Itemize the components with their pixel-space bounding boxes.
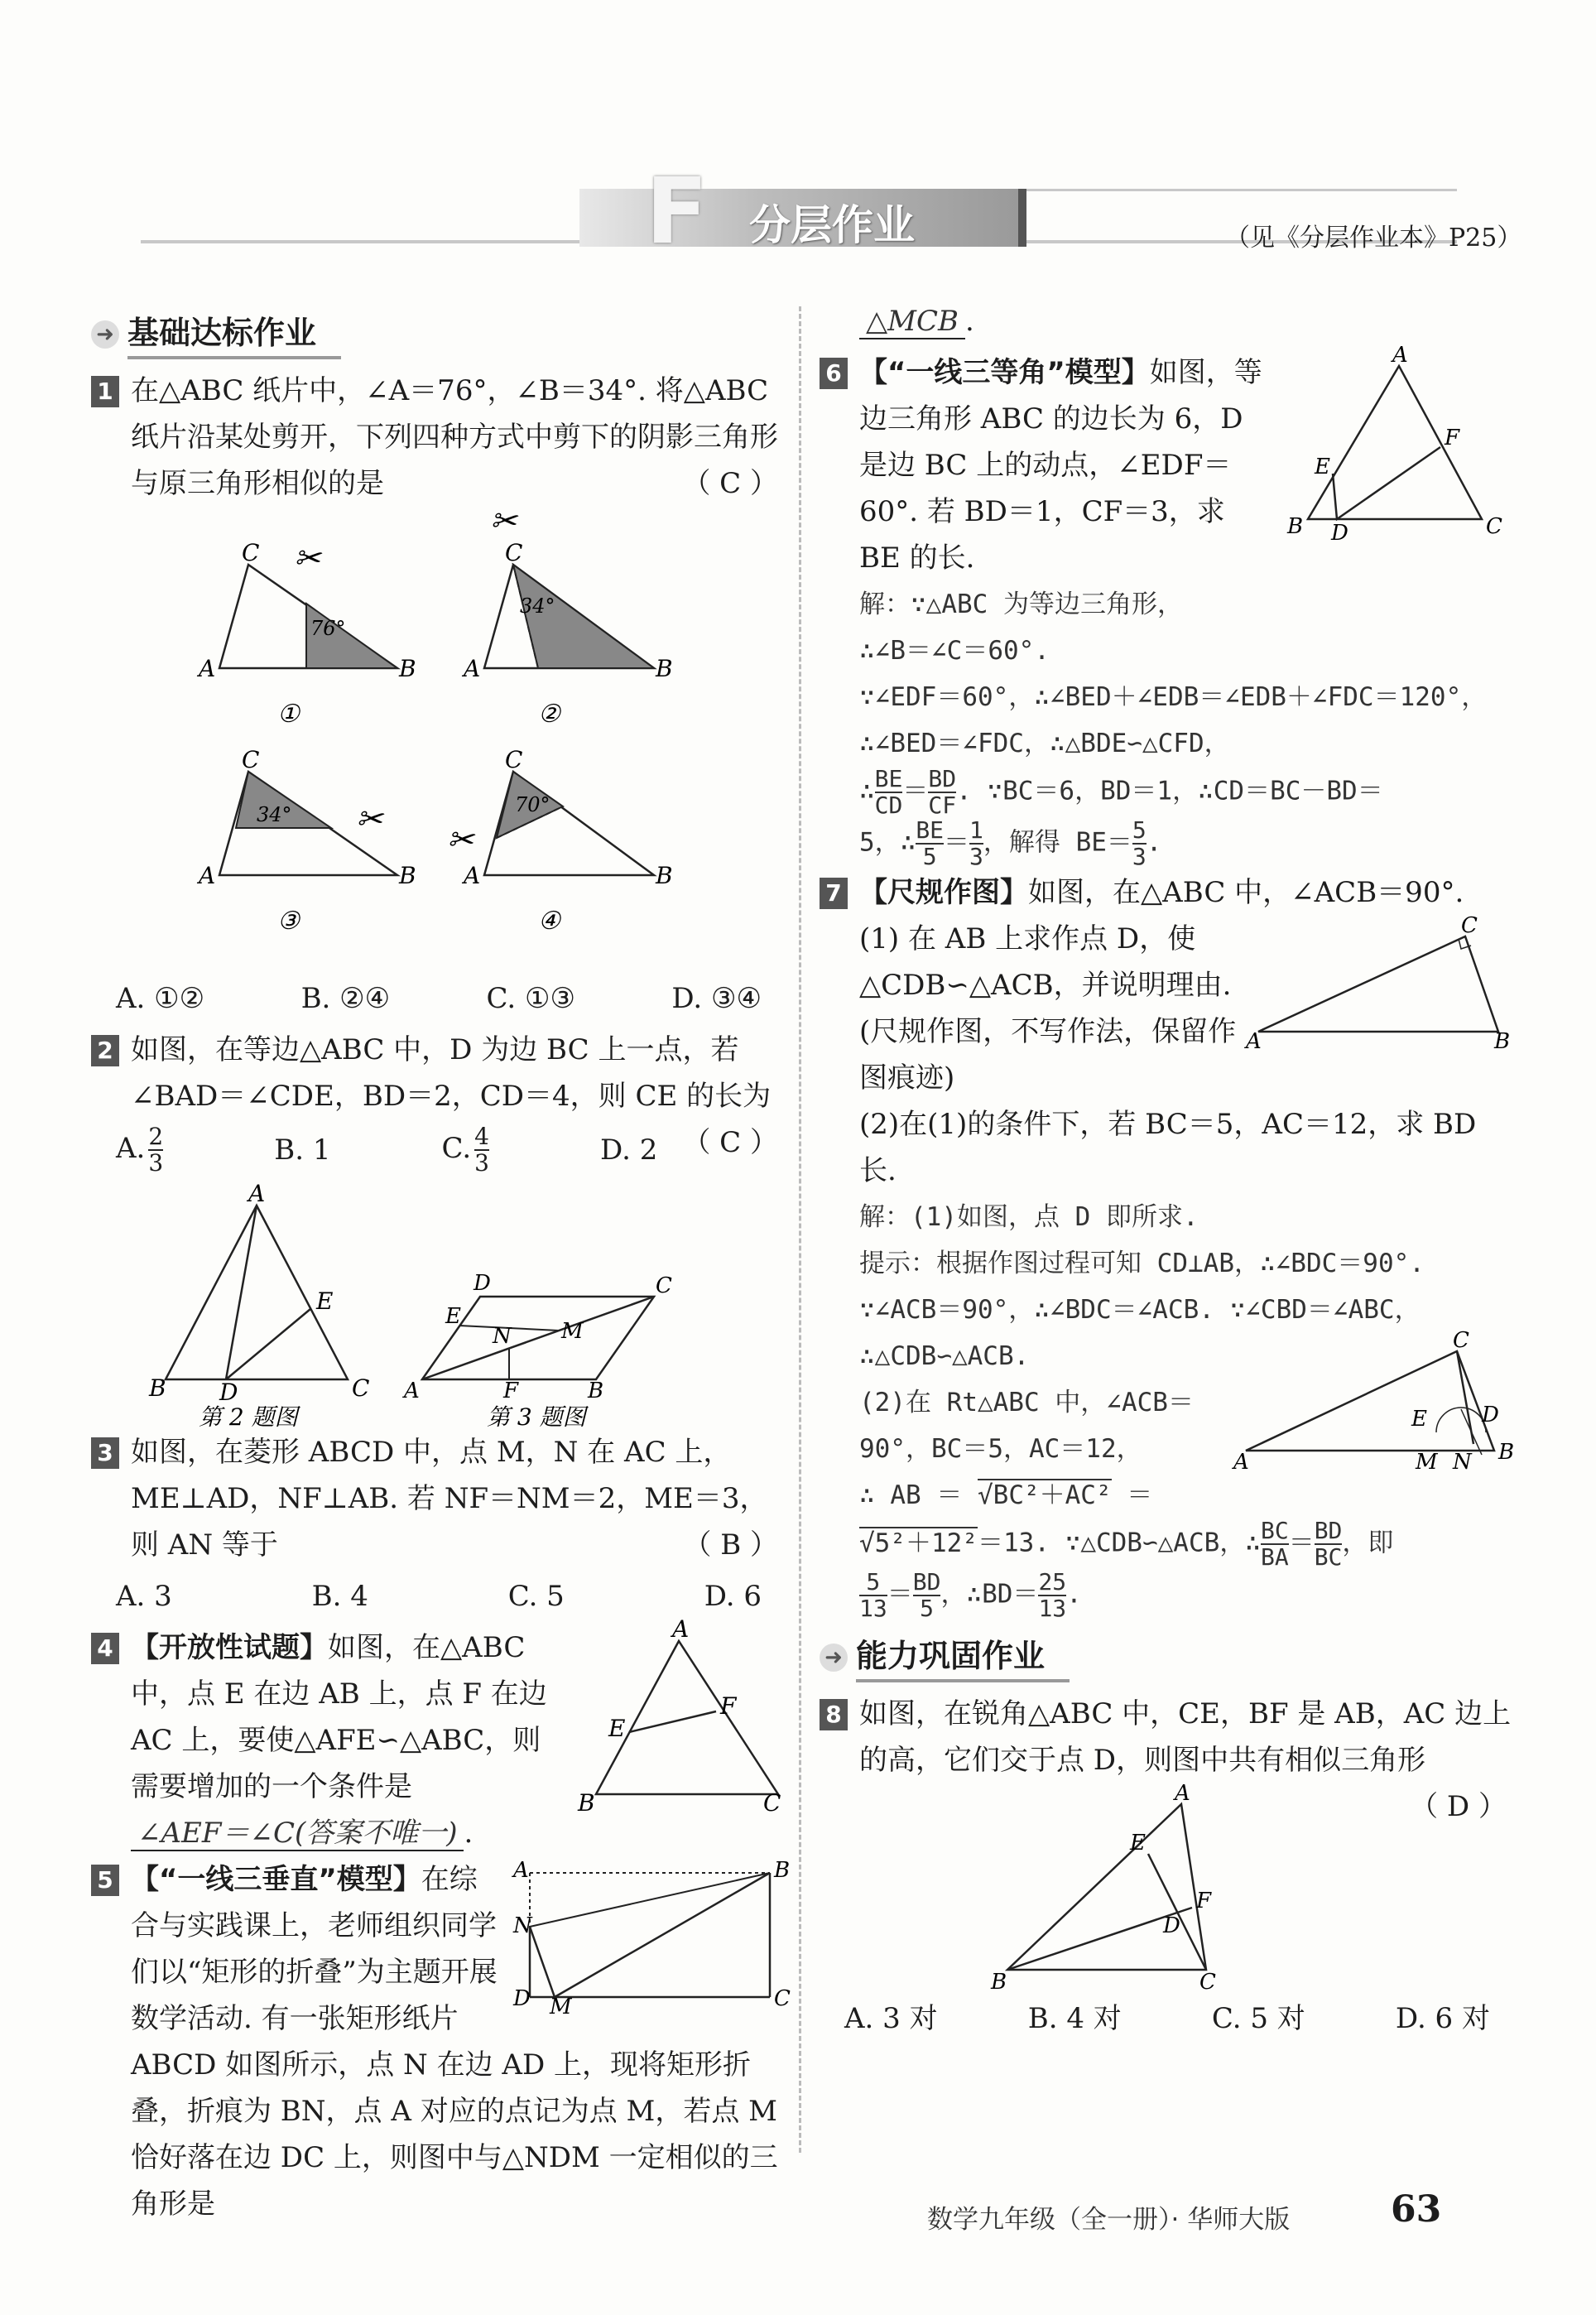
svg-text:B: B bbox=[1498, 1440, 1515, 1465]
option-a: A. ①② bbox=[116, 982, 205, 1015]
option-a: A. 3 bbox=[116, 1580, 172, 1613]
solution-line: ∴∠B＝∠C＝60°. bbox=[859, 636, 1050, 666]
svg-text:C: C bbox=[1453, 1328, 1469, 1353]
svg-text:D: D bbox=[474, 1271, 491, 1296]
svg-text:A: A bbox=[672, 1615, 690, 1643]
svg-text:C: C bbox=[656, 1273, 672, 1298]
svg-text:E: E bbox=[1411, 1407, 1427, 1432]
svg-text:N: N bbox=[513, 1913, 532, 1938]
svg-text:A: A bbox=[404, 1379, 420, 1403]
question-7 bbox=[820, 869, 1515, 916]
figure-q5 bbox=[513, 1856, 791, 2019]
section-basic bbox=[91, 310, 786, 359]
svg-text:E: E bbox=[316, 1287, 334, 1315]
svg-text:B: B bbox=[578, 1789, 595, 1817]
option-d: D. 6 bbox=[704, 1580, 762, 1613]
angle-label: 70° bbox=[515, 793, 550, 816]
svg-text:A: A bbox=[513, 1858, 529, 1883]
svg-text:D: D bbox=[513, 1986, 531, 2011]
svg-text:E: E bbox=[1129, 1831, 1146, 1855]
question-tag: 【“一线三等角”模型】 bbox=[859, 356, 1150, 389]
svg-text:A: A bbox=[199, 862, 216, 889]
part-2-text: (2)在(1)的条件下，若 BC＝5，AC＝12，求 BD 长. bbox=[859, 1108, 1477, 1187]
option-b: B. 4 对 bbox=[1027, 2002, 1122, 2035]
svg-text:N: N bbox=[1453, 1450, 1472, 1475]
question-1 bbox=[91, 368, 786, 507]
figure-q4 bbox=[571, 1615, 786, 1823]
section-ability bbox=[820, 1633, 1515, 1682]
option-a: A. 3 对 bbox=[844, 2002, 938, 2035]
solution-line: ∵∠ACB＝90°，∴∠BDC＝∠ACB. ∵∠CBD＝∠ABC，∴△CDB∽△ACB. bbox=[859, 1295, 1421, 1371]
svg-text:N: N bbox=[493, 1324, 512, 1349]
fill-answer: △MCB bbox=[859, 305, 965, 339]
question-text: 如图，在△ABC 中，点 E 在边 AB 上，点 F 在边 AC 上，要使△AFE∽△ABC，则需要增加的一个条件是 bbox=[131, 1631, 547, 1803]
question-tag: 【开放性试题】 bbox=[131, 1631, 328, 1664]
period: . bbox=[464, 1817, 474, 1850]
svg-text:F: F bbox=[503, 1379, 519, 1403]
svg-text:M: M bbox=[1416, 1450, 1438, 1475]
header-reference: （见《分层作业本》P25） bbox=[1225, 224, 1522, 253]
svg-text:C: C bbox=[1199, 1970, 1216, 1995]
solution-line: (2)在 Rt△ABC 中，∠ACB＝90°，BC＝5，AC＝12， bbox=[859, 1388, 1194, 1464]
answer: （ C ） bbox=[682, 467, 778, 500]
svg-text:A: A bbox=[199, 655, 216, 682]
angle-label: 34° bbox=[520, 594, 555, 618]
arrow-icon: ➜ bbox=[91, 320, 119, 349]
figure-q6 bbox=[1275, 343, 1515, 548]
option-b: B. 4 bbox=[311, 1580, 368, 1613]
caption-q3: 第 3 题图 bbox=[487, 1403, 586, 1431]
part-1-text: (1) 在 AB 上求作点 D，使△CDB∽△ACB，并说明理由. (尺规作图，不写作法，保留作图痕迹) bbox=[859, 922, 1237, 1095]
svg-text:✂: ✂ bbox=[294, 540, 320, 576]
figure-q1 bbox=[174, 503, 704, 970]
svg-text:B: B bbox=[149, 1374, 166, 1402]
solution-line: ∴ $\frac{BE}{CD}$ ＝ $\frac{BD}{CF}$ . ∵BC＝6，BD＝1，∴CD＝BC－BD＝ bbox=[859, 765, 1383, 819]
figure-q7-a bbox=[1242, 913, 1515, 1054]
options-q2 bbox=[91, 1124, 682, 1176]
header-title: 分层作业 bbox=[749, 201, 915, 249]
question-number: 2 bbox=[91, 1035, 119, 1066]
svg-text:✂: ✂ bbox=[447, 821, 474, 858]
option-b: B. ②④ bbox=[300, 982, 391, 1015]
figure-caption-3: ③ bbox=[277, 907, 300, 936]
svg-text:A: A bbox=[248, 1180, 266, 1207]
svg-text:A: A bbox=[464, 655, 481, 682]
svg-text:B: B bbox=[774, 1858, 791, 1883]
svg-text:M: M bbox=[561, 1319, 584, 1344]
answer: （ D ） bbox=[1410, 1790, 1507, 1823]
question-text: 如图，在锐角△ABC 中，CE，BF 是 AB，AC 边上的高，它们交于点 D，则图中共有相似三角形 bbox=[859, 1697, 1512, 1777]
column-divider bbox=[799, 306, 801, 2153]
svg-text:B: B bbox=[399, 862, 416, 889]
question-number: 5 bbox=[91, 1865, 119, 1896]
question-4 bbox=[91, 1615, 786, 1817]
solution-q6 bbox=[820, 581, 1515, 869]
q7-part1 bbox=[820, 913, 1515, 1101]
question-number: 6 bbox=[820, 358, 848, 389]
solution-line: ∵∠EDF＝60°，∴∠BED＋∠EDB＝∠EDB＋∠FDC＝120°， bbox=[859, 682, 1488, 712]
period: . bbox=[964, 305, 974, 338]
svg-text:✂: ✂ bbox=[490, 503, 517, 539]
angle-label: 76° bbox=[310, 617, 346, 640]
solution-line: 解：(1)如图，点 D 即所求. bbox=[859, 1202, 1199, 1232]
options-q3 bbox=[91, 1573, 786, 1620]
svg-text:B: B bbox=[588, 1379, 604, 1403]
svg-text:B: B bbox=[656, 655, 673, 682]
svg-text:C: C bbox=[352, 1374, 370, 1402]
question-text: 如图，在△ABC 中，∠ACB＝90°. bbox=[1028, 876, 1464, 909]
question-text: 在综合与实践课上，老师组织同学们以“矩形的折叠”为主题开展数学活动. 有一张矩形纸片 ABCD 如图所示，点 N 在边 AD 上，现将矩形折叠，折痕为 BN，点 A 对应的点记为点 M，若点 M 恰好落在边 DC 上，则图中与△NDM 一定相似的三角形是 bbox=[131, 1863, 778, 2221]
footer-text: 数学九年级（全一册）· 华师大版 bbox=[927, 2205, 1291, 2235]
question-number: 4 bbox=[91, 1633, 119, 1664]
svg-text:E: E bbox=[1315, 455, 1330, 479]
svg-text:F: F bbox=[1195, 1889, 1211, 1913]
question-tag: 【“一线三垂直”模型】 bbox=[131, 1863, 421, 1896]
solution-q7 bbox=[820, 1194, 1515, 1621]
solution-line: ∴∠BED＝∠FDC，∴△BDE∽△CFD， bbox=[859, 729, 1230, 758]
question-text: 如图，等边三角形 ABC 的边长为 6，D 是边 BC 上的动点，∠EDF＝60°. 若 BD＝1，CF＝3，求 BE 的长. bbox=[859, 356, 1262, 575]
svg-text:C: C bbox=[242, 746, 260, 773]
svg-text:D: D bbox=[1482, 1403, 1499, 1427]
header-f-logo: F bbox=[646, 158, 709, 264]
svg-text:F: F bbox=[1445, 426, 1460, 450]
option-c: C. 5 bbox=[507, 1580, 565, 1613]
question-5 bbox=[91, 1856, 791, 2227]
question-text: 如图，在菱形 ABCD 中，点 M，N 在 AC 上，ME⊥AD，NF⊥AB. 若 NF＝NM＝2，ME＝3，则 AN 等于 bbox=[131, 1436, 768, 1562]
svg-text:C: C bbox=[774, 1986, 791, 2011]
svg-text:C: C bbox=[763, 1789, 781, 1817]
figure-q7-b bbox=[1233, 1328, 1515, 1484]
caption-q2: 第 2 题图 bbox=[199, 1403, 298, 1431]
question-3 bbox=[91, 1429, 786, 1568]
svg-text:A: A bbox=[1233, 1450, 1249, 1475]
svg-text:D: D bbox=[1331, 521, 1348, 546]
fill-answer: ∠AEF＝∠C(答案不唯一) bbox=[131, 1817, 464, 1851]
svg-text:B: B bbox=[656, 862, 673, 889]
svg-text:A: A bbox=[1246, 1029, 1262, 1054]
section-ability-title: 能力巩固作业 bbox=[856, 1633, 1070, 1682]
svg-text:C: C bbox=[505, 746, 523, 773]
svg-text:✂: ✂ bbox=[356, 801, 382, 837]
svg-text:E: E bbox=[608, 1715, 626, 1742]
question-8 bbox=[820, 1691, 1515, 1823]
svg-text:D: D bbox=[1162, 1913, 1180, 1938]
options-q8 bbox=[820, 1995, 1515, 2042]
solution-line: 解：∵△ABC 为等边三角形， bbox=[859, 590, 1183, 619]
option-c: C. $\frac{4}{3}$ bbox=[441, 1123, 489, 1177]
header-rule-top bbox=[1018, 189, 1457, 191]
svg-text:C: C bbox=[242, 539, 260, 566]
svg-text:F: F bbox=[720, 1692, 737, 1720]
svg-text:B: B bbox=[1287, 514, 1304, 539]
svg-text:E: E bbox=[445, 1304, 461, 1329]
question-text: 如图，在等边△ABC 中，D 为边 BC 上一点，若∠BAD＝∠CDE，BD＝2，CD＝4，则 CE 的长为 bbox=[131, 1033, 772, 1113]
solution-line: 5，∴ $\frac{BE}{5}$ ＝ $\frac{1}{3}$ ，解得 BE＝ $\frac{5}{3}$ . bbox=[859, 816, 1162, 870]
q5-answer-line bbox=[820, 298, 1515, 344]
answer: （ B ） bbox=[683, 1528, 778, 1562]
svg-text:C: C bbox=[1486, 514, 1502, 539]
option-d: D. ③④ bbox=[671, 982, 762, 1015]
svg-text:B: B bbox=[990, 1970, 1007, 1995]
page-number: 63 bbox=[1391, 2188, 1442, 2231]
arrow-icon: ➜ bbox=[820, 1644, 848, 1672]
question-number: 1 bbox=[91, 376, 119, 407]
section-basic-title: 基础达标作业 bbox=[127, 310, 341, 359]
question-number: 7 bbox=[820, 878, 848, 909]
answer: （ C ） bbox=[682, 1126, 778, 1159]
option-b: B. 1 bbox=[274, 1133, 331, 1167]
question-tag: 【尺规作图】 bbox=[859, 876, 1028, 909]
option-d: D. 6 对 bbox=[1395, 2002, 1490, 2035]
angle-label: 34° bbox=[257, 803, 292, 826]
svg-text:B: B bbox=[399, 655, 416, 682]
svg-text:D: D bbox=[219, 1379, 238, 1406]
option-d: D. 2 bbox=[600, 1133, 658, 1167]
figure-caption-1: ① bbox=[277, 700, 300, 729]
svg-text:M: M bbox=[550, 1995, 572, 2019]
svg-text:A: A bbox=[464, 862, 481, 889]
figure-q8 bbox=[983, 1781, 1247, 1995]
svg-text:B: B bbox=[1494, 1029, 1511, 1054]
option-a: A. $\frac{2}{3}$ bbox=[116, 1123, 164, 1177]
options-q1 bbox=[91, 975, 786, 1022]
svg-text:C: C bbox=[1461, 913, 1478, 938]
option-c: C. 5 对 bbox=[1211, 2002, 1305, 2035]
svg-text:A: A bbox=[1174, 1781, 1190, 1806]
left-column bbox=[91, 306, 791, 2227]
right-column bbox=[820, 306, 1515, 2047]
question-number: 3 bbox=[91, 1437, 119, 1469]
figure-q2-q3 bbox=[141, 1181, 737, 1429]
figure-caption-4: ④ bbox=[538, 907, 560, 936]
figure-caption-2: ② bbox=[538, 700, 560, 729]
question-6 bbox=[820, 343, 1515, 581]
solution-line: √5²＋12²＝13. ∵△CDB∽△ACB，∴ $\frac{BC}{BA}$ ＝ $\frac{BD}{BC}$ ，即 bbox=[859, 1517, 1394, 1571]
option-c: C. ①③ bbox=[486, 982, 575, 1015]
solution-line: ∴ AB ＝ √BC²＋AC² ＝ bbox=[859, 1480, 1153, 1510]
question-number: 8 bbox=[820, 1699, 848, 1730]
svg-text:C: C bbox=[505, 539, 523, 566]
solution-line: 提示：根据作图过程可知 CD⊥AB，∴∠BDC＝90°. bbox=[859, 1249, 1425, 1278]
solution-line: $\frac{5}{13}$ ＝ $\frac{BD}{5}$ ，∴BD＝ $\frac{25}{13}$ . bbox=[859, 1568, 1082, 1622]
svg-text:A: A bbox=[1392, 343, 1408, 368]
question-text: 在△ABC 纸片中，∠A＝76°，∠B＝34°. 将△ABC 纸片沿某处剪开，下列四种方式中剪下的阴影三角形与原三角形相似的是 bbox=[131, 374, 778, 500]
